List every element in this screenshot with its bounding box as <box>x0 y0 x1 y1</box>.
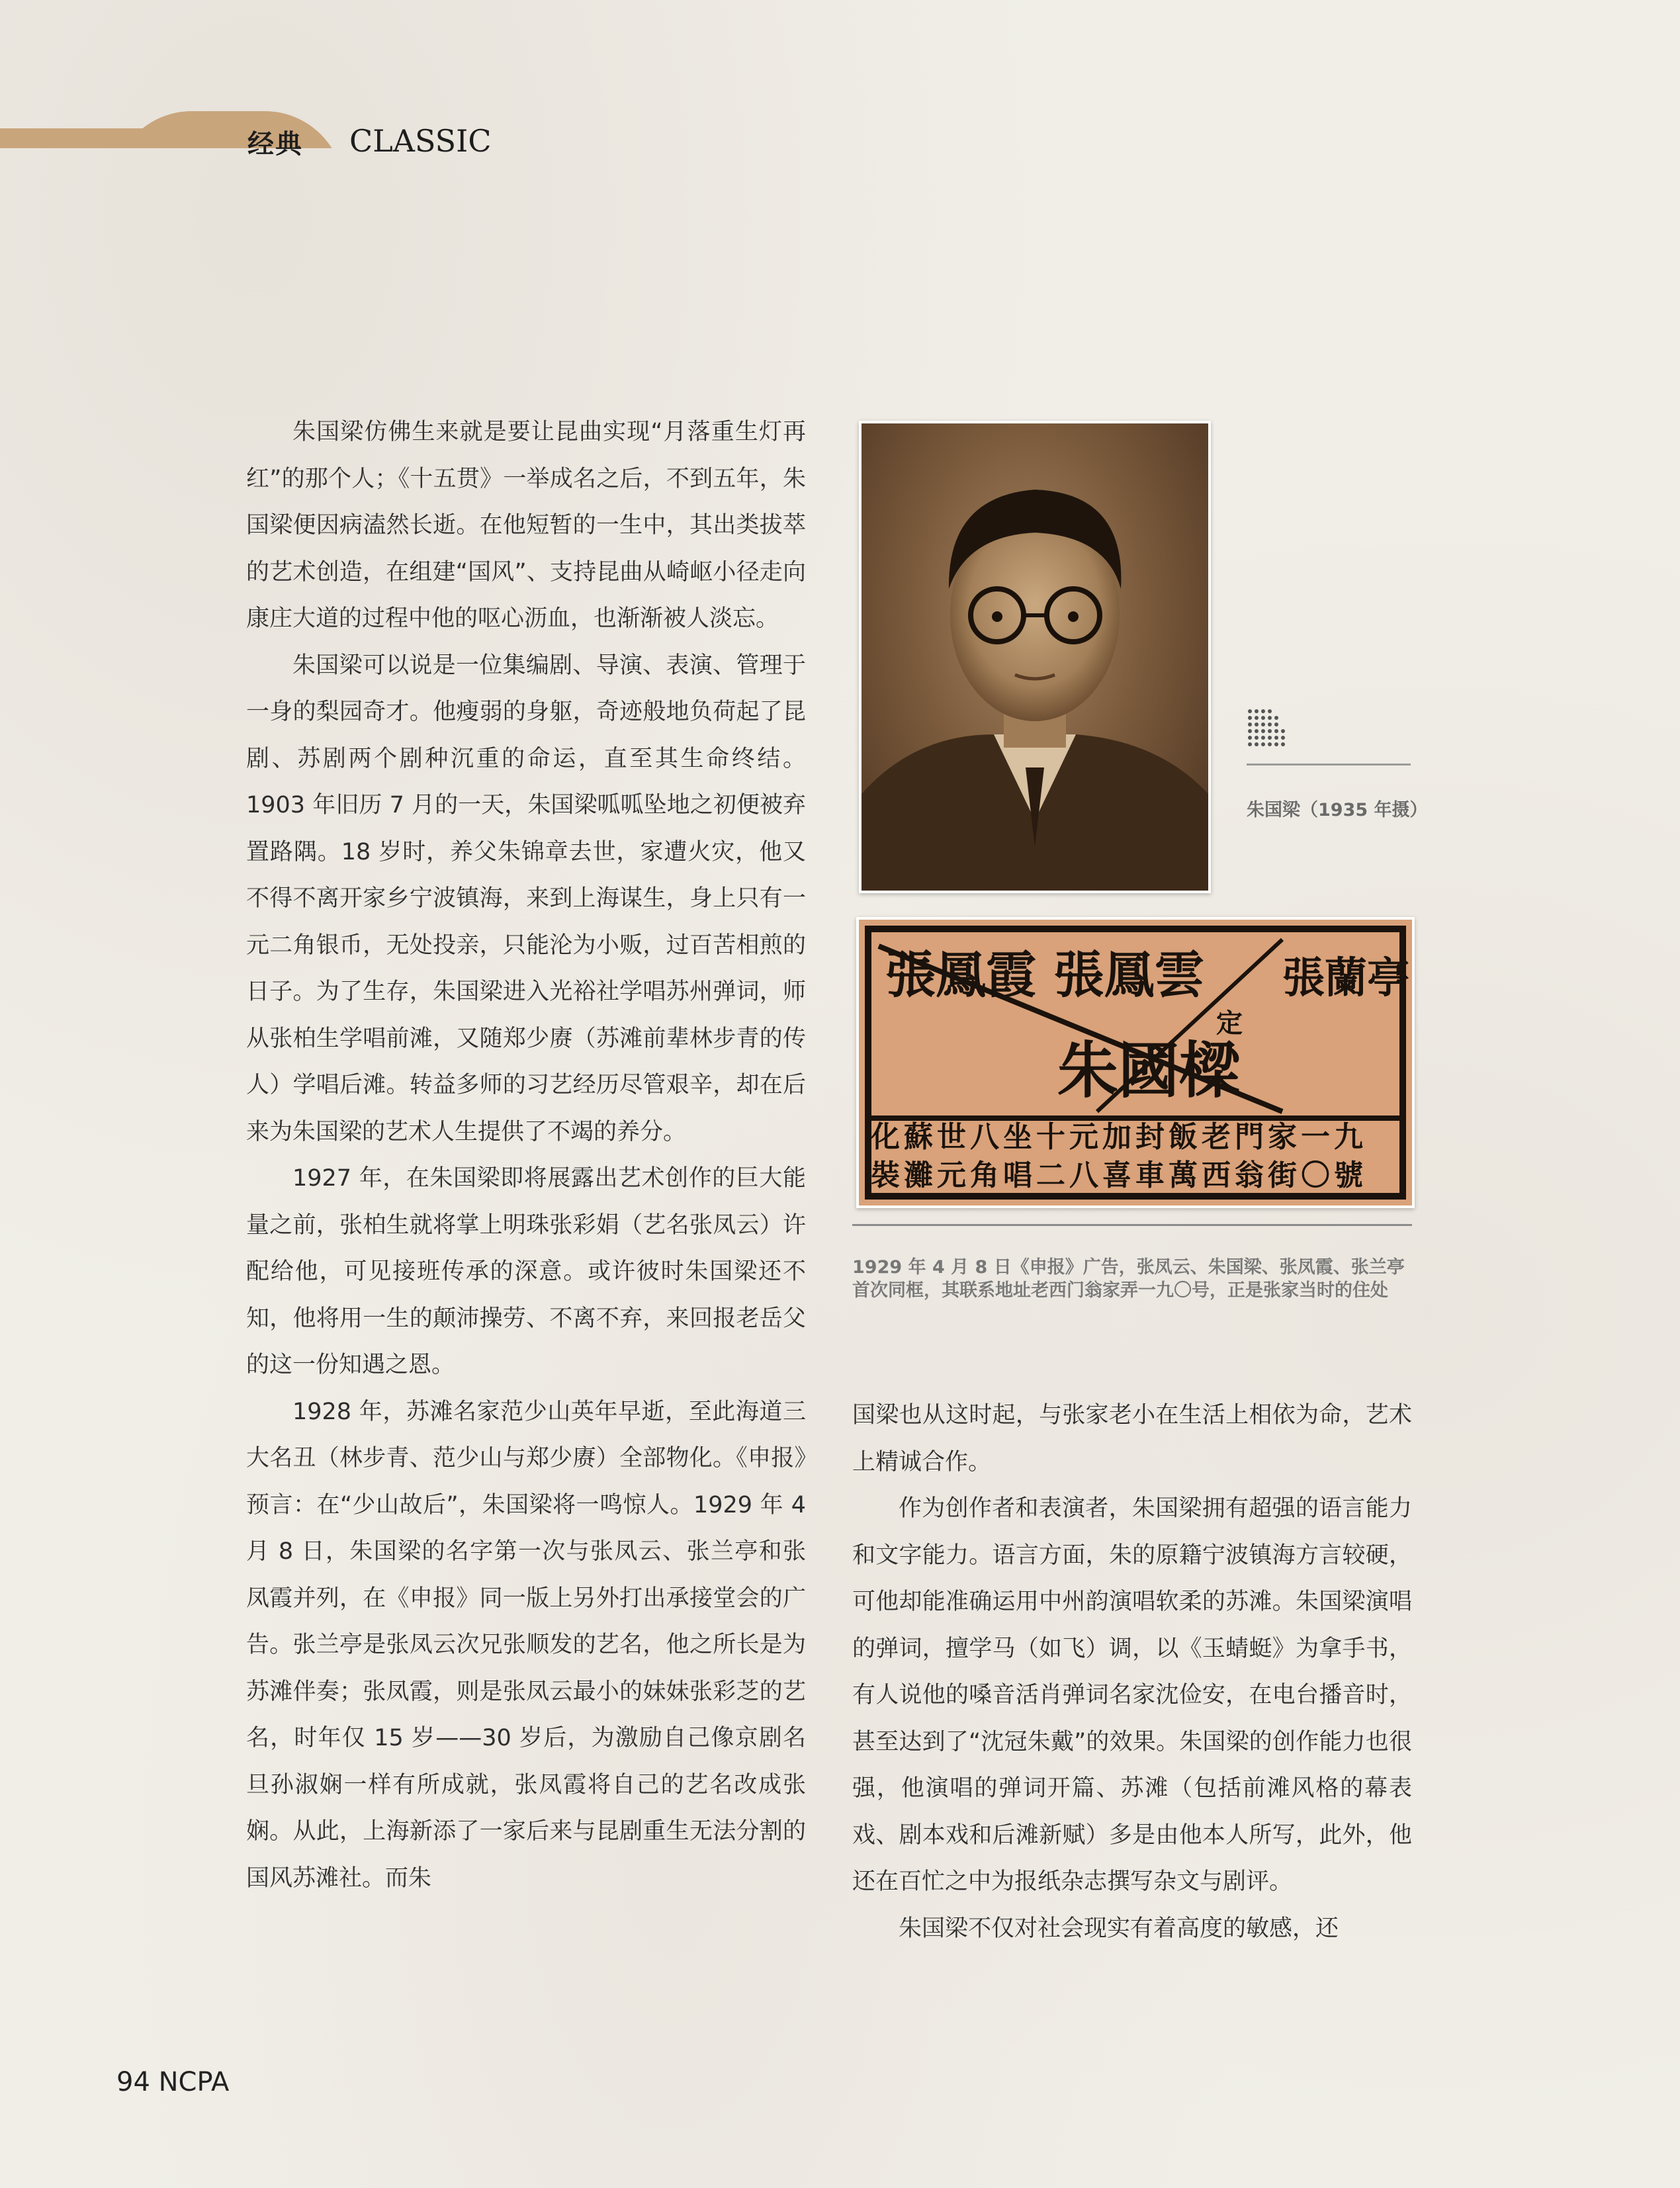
right-text-column <box>852 1392 1412 1952</box>
paragraph: 朱国梁可以说是一位集编剧、导演、表演、管理于一身的梨园奇才。他瘦弱的身躯，奇迹般地负荷起了昆剧、苏剧两个剧种沉重的命运，直至其生命终结。1903 年旧历 7 月的一天，朱国梁呱呱坠地之初便被弃置路隅。18 岁时，养父朱锦章去世，家遭火灾，他又不得不离开家乡宁波镇海，来到上海谋生，身上只有一元二角银币，无处投亲，只能沦为小贩，过百苦相煎的日子。为了生存，朱国梁进入光裕社学唱苏州弹词，师从张柏生学唱前滩，又随郑少赓（苏滩前辈林步青的传人）学唱后滩。转益多师的习艺经历尽管艰辛，却在后来为朱国梁的艺术人生提供了不竭的养分。 <box>246 652 806 1145</box>
ad-address-line: 化蘇世八坐十元加封飯老門家一九 <box>871 1120 1367 1154</box>
dot-grid-icon <box>1247 708 1286 748</box>
section-title-cn: 经典 <box>247 129 303 159</box>
paragraph: 1927 年，在朱国梁即将展露出艺术创作的巨大能量之前，张柏生就将掌上明珠张彩娟（艺名张凤云）许配给他，可见接班传承的深意。或许彼时朱国梁还不知，他将用一生的颠沛操劳、不离不弃，来回报老岳父的这一份知遇之恩。 <box>246 1165 806 1378</box>
portrait-photo <box>859 421 1211 893</box>
ad-address-line: 裝灘元角唱二八喜車萬西翁街〇號 <box>871 1159 1367 1192</box>
ad-name-center: 朱國樑 <box>1057 1035 1241 1106</box>
paragraph: 朱国梁仿佛生来就是要让昆曲实现“月落重生灯再红”的那个人；《十五贯》一举成名之后，不到五年，朱国梁便因病溘然长逝。在他短暂的一生中，其出类拔萃的艺术创造，在组建“国风”、支持昆曲从崎岖小径走向康庄大道的过程中他的呕心沥血，也渐渐被人淡忘。 <box>246 419 806 632</box>
caption-divider <box>1247 764 1411 766</box>
portrait-illustration <box>862 423 1208 891</box>
ad-names-top-right: 張蘭亭 <box>1282 953 1409 1003</box>
ad-names-top-left: 張鳳霞 張鳳雲 <box>885 945 1205 1004</box>
newspaper-ad-image <box>856 917 1415 1208</box>
ad-caption: 1929 年 4 月 8 日《申报》广告，张凤云、朱国梁、张凤霞、张兰亭首次同框，其联系地址老西门翁家弄一九〇号，正是张家当时的住处 <box>852 1257 1405 1301</box>
header-accent-curve <box>112 111 344 191</box>
photo-caption: 朱国梁（1935 年摄） <box>1247 800 1428 820</box>
ad-address-block <box>871 1118 1400 1195</box>
left-text-column <box>246 409 806 1902</box>
paragraph: 国梁也从这时起，与张家老小在生活上相依为命，艺术上精诚合作。 <box>852 1402 1412 1475</box>
section-title-en: CLASSIC <box>349 123 492 159</box>
paragraph: 作为创作者和表演者，朱国梁拥有超强的语言能力和文字能力。语言方面，朱的原籍宁波镇海方言较硬，可他却能准确运用中州韵演唱软柔的苏滩。朱国梁演唱的弹词，擅学马（如飞）调，以《玉蜻蜓》为拿手书，有人说他的嗓音活肖弹词名家沈俭安，在电台播音时，甚至达到了“沈冠朱戴”的效果。朱国梁的创作能力也很强，他演唱的弹词开篇、苏滩（包括前滩风格的幕表戏、剧本戏和后滩新赋）多是由他本人所写，此外，他还在百忙之中为报纸杂志撰写杂文与剧评。 <box>852 1495 1412 1895</box>
page-number: 94 NCPA <box>116 2067 230 2097</box>
ad-caption-divider <box>852 1224 1412 1226</box>
paragraph: 1928 年，苏滩名家范少山英年早逝，至此海道三大名丑（林步青、范少山与郑少赓）全部物化。《申报》预言：在“少山故后”，朱国梁将一鸣惊人。1929 年 4 月 8 日，朱国梁的名字第一次与张凤云、张兰亭和张凤霞并列，在《申报》同一版上另外打出承接堂会的广告。张兰亭是张凤云次兄张顺发的艺名，他之所长是为苏滩伴奏；张凤霞，则是张凤云最小的妹妹张彩芝的艺名，时年仅 15 岁——30 岁后，为激励自己像京剧名旦孙淑娴一样有所成就，张凤霞将自己的艺名改成张娴。从此，上海新添了一家后来与昆剧重生无法分割的国风苏滩社。而朱 <box>246 1398 806 1892</box>
paragraph: 朱国梁不仅对社会现实有着高度的敏感，还 <box>899 1915 1339 1942</box>
ad-small-text: 定 <box>1216 1008 1243 1039</box>
